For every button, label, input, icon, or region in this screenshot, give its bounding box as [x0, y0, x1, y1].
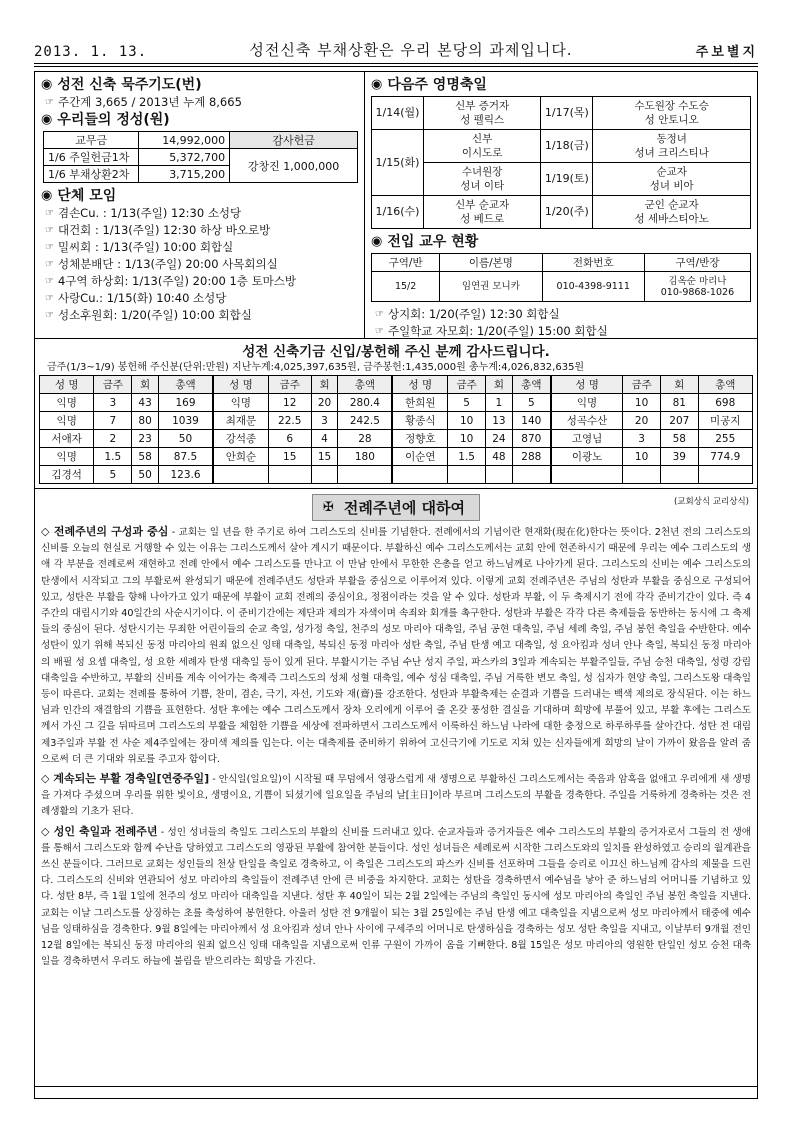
column-header: 금주 — [94, 376, 132, 394]
donation-count: 48 — [486, 448, 513, 466]
feast-saint — [424, 130, 541, 163]
donor-name: 익명 — [551, 394, 623, 412]
pointing-hand-icon: ☞ — [45, 97, 54, 108]
table-row — [372, 272, 751, 302]
meeting-text: 4구역 하상회: 1/13(주일) 20:00 1층 토마스방 — [57, 274, 296, 288]
donation-week: 5 — [448, 394, 486, 412]
saint-name: 성 안토니오 — [644, 114, 699, 126]
donation-total: 5 — [512, 394, 551, 412]
donor-name: 성곡수산 — [551, 412, 623, 430]
donation-total: 870 — [512, 430, 551, 448]
donation-total: 123.6 — [158, 466, 213, 484]
donor-name — [213, 466, 268, 484]
offering-title-text: 우리들의 정성(원) — [57, 112, 170, 128]
donor-name: 정향호 — [392, 430, 447, 448]
feast-date: 1/17(목) — [541, 97, 593, 130]
bullet-circle-icon: ◉ — [371, 234, 383, 249]
paragraph-heading-text: 계속되는 부활 경축일[연중주일] — [53, 772, 210, 786]
liturgy-title-box — [312, 494, 480, 521]
donation-count — [661, 466, 698, 484]
donation-week — [623, 466, 661, 484]
column-header: 회 — [132, 376, 159, 394]
table-row — [40, 430, 753, 448]
top-section — [34, 71, 758, 339]
pointing-hand-icon: ☞ — [45, 242, 54, 253]
paragraph-heading: ◇ 성인 축일과 전례주년 — [41, 824, 158, 838]
saint-role: 순교자 — [656, 166, 687, 178]
donation-week: 10 — [448, 430, 486, 448]
table-row — [372, 97, 751, 130]
right-column — [365, 72, 757, 338]
donation-week: 3 — [623, 430, 661, 448]
column-header: 성 명 — [392, 376, 447, 394]
transfer-leader — [644, 272, 750, 302]
header — [34, 36, 758, 64]
donation-week — [448, 466, 486, 484]
offering-label: 1/6 주일헌금1차 — [44, 149, 139, 166]
bullet-circle-icon: ◉ — [41, 188, 53, 203]
feast-saint — [593, 163, 751, 196]
feast-date: 1/18(금) — [541, 130, 593, 163]
meetings-title-text: 단체 모임 — [57, 188, 117, 204]
donation-week: 10 — [623, 394, 661, 412]
donation-week: 5 — [94, 466, 132, 484]
donor-name: 서애자 — [40, 430, 94, 448]
paragraph-heading-text: 전례주년의 구성과 중심 — [53, 525, 169, 538]
donation-count: 15 — [311, 448, 338, 466]
transfer-name: 임연권 모니카 — [440, 272, 542, 302]
liturgy-section — [34, 489, 758, 1099]
table-header-row — [372, 254, 751, 272]
donation-week: 6 — [268, 430, 311, 448]
cross-icon: ✠ — [322, 499, 334, 515]
table-row — [44, 132, 358, 149]
donation-week: 10 — [448, 412, 486, 430]
column-header: 총액 — [698, 376, 752, 394]
bulletin-date: 2013. 1. 13. — [34, 44, 148, 60]
donation-week: 1.5 — [448, 448, 486, 466]
donation-total — [698, 466, 752, 484]
donation-count: 207 — [661, 412, 698, 430]
donation-week: 20 — [623, 412, 661, 430]
saint-role: 수녀원장 — [461, 166, 503, 178]
feast-saint — [593, 97, 751, 130]
donation-count: 3 — [311, 412, 338, 430]
offering-amount: 3,715,200 — [139, 166, 230, 183]
column-header: 성 명 — [551, 376, 623, 394]
donation-count: 50 — [132, 466, 159, 484]
donor-name: 황종식 — [392, 412, 447, 430]
feast-saint — [593, 130, 751, 163]
donor-name: 이광노 — [551, 448, 623, 466]
donation-count: 4 — [311, 430, 338, 448]
column-header: 총액 — [338, 376, 393, 394]
feast-date: 1/14(월) — [372, 97, 424, 130]
donation-week: 10 — [623, 448, 661, 466]
paragraph-heading: ◇ 계속되는 부활 경축일[연중주일] — [41, 772, 210, 786]
donation-count: 13 — [486, 412, 513, 430]
donor-name: 익명 — [40, 394, 94, 412]
liturgy-source: (교회상식 교리상식) — [673, 497, 749, 507]
pointing-hand-icon: ☞ — [45, 225, 54, 236]
donation-total: 180 — [338, 448, 393, 466]
saint-role: 신부 — [472, 133, 493, 145]
column-header: 금주 — [448, 376, 486, 394]
feast-saint — [424, 196, 541, 229]
table-row — [372, 163, 751, 196]
pointing-hand-icon: ☞ — [45, 259, 54, 270]
paragraph-text: - 성인 성녀들의 축일도 그리스도의 부활의 신비를 드러내고 있다. 순교자들과 증거자들은 예수 그리스도의 부활의 증거자로서 그들의 전 생애를 통해서 그리스도와 함께 수난을 당하였고 그리스도의 영광된 부활에 참여한 분들이다. 성인 성녀들은 세례로써 시작한 그리스도와의 일치를 완성하였고 승리의 월계관을 쓰신 분들이다. 그러므로 교회는 성인들의 천상 탄일을 축일로 경축하고, 이 축일은 그리스도의 파스카 신비를 선포하며 그들을 승리로 이끄신 하느님께 감사의 제물을 드린다. 그리스도의 신비와 연관되어 성모 마리아의 축일들이 전례주년 안에 큰 비중을 차지한다. 교회는 성탄을 경축하면서 예수님을 낳아 준 하느님의 어머니를 기념하고 있다. 성탄 8부, 즉 1월 1일에 천주의 성모 마리아 대축일을 지낸다. 성탄 후 40일이 되는 2월 2일에는 주님의 축일인 동시에 성모 마리아의 축일인 주님 봉헌 축일을 지낸다. 교회는 이날 그리스도를 상징하는 초를 축성하여 봉헌한다. 아울러 성탄 전 9개월이 되는 3월 25일에는 주님 탄생 예고 대축일을 지냄으로써 성모 마리아께서 태중에 예수님을 잉태하심을 경축한다. 9월 8일에는 마리아께서 성 요아킴과 성녀 안나 사이에 구세주의 어머니로 탄생하심을 경축하는 성모 성탄 축일을 지내고, 이날부터 9개월 전인 12월 8일에는 복되신 동정 마리아의 원죄 없으신 잉태 대축일을 지냄으로써 인류 구원이 가까이 옴을 기뻐한다. 8월 15일은 성모 마리아의 영원한 탄일인 성모 승천 대축일을 경축하면서 우리도 하늘에 불림을 받으리라는 희망을 가진다. — [41, 826, 752, 968]
offering-table — [43, 131, 358, 183]
column-header: 회 — [311, 376, 338, 394]
pointing-hand-icon: ☞ — [45, 208, 54, 219]
meeting-text: 성체분배단 : 1/13(주일) 20:00 사목회의실 — [57, 257, 278, 271]
saint-name: 성녀 이타 — [460, 180, 505, 192]
donation-week: 12 — [268, 394, 311, 412]
bullet-circle-icon: ◉ — [371, 77, 383, 92]
saint-role: 수도원장 수도승 — [634, 100, 709, 112]
donation-summary: 금주(1/3~1/9) 봉헌해 주신분(단위:만원) 지난누계:4,025,397,635원, 금주봉헌:1,435,000원 총누계:4,026,832,635원 — [47, 362, 585, 373]
donation-total: 140 — [512, 412, 551, 430]
donation-count: 81 — [661, 394, 698, 412]
offering-title — [41, 111, 358, 129]
feast-date: 1/16(수) — [372, 196, 424, 229]
feast-date: 1/19(토) — [541, 163, 593, 196]
bullet-circle-icon: ◉ — [41, 112, 53, 127]
donation-total: 288 — [512, 448, 551, 466]
donation-week: 15 — [268, 448, 311, 466]
motto: 성전신축 부채상환은 우리 본당의 과제입니다. — [249, 41, 573, 59]
feasts-table — [371, 96, 751, 229]
donor-name: 한희원 — [392, 394, 447, 412]
donation-total: 1039 — [158, 412, 213, 430]
donation-total: 28 — [338, 430, 393, 448]
saint-name: 성녀 비아 — [649, 180, 694, 192]
table-row — [40, 466, 753, 484]
column-header: 성 명 — [213, 376, 268, 394]
saint-name: 이시도로 — [461, 147, 503, 159]
meeting-item — [41, 222, 358, 239]
donation-week: 7 — [94, 412, 132, 430]
donation-week: 22.5 — [268, 412, 311, 430]
donation-count: 58 — [661, 430, 698, 448]
bulletin-page — [34, 36, 758, 1099]
left-column — [35, 72, 365, 338]
donation-total: 미공지 — [698, 412, 752, 430]
donation-total — [512, 466, 551, 484]
notice-item — [371, 306, 751, 323]
column-header: 회 — [661, 376, 698, 394]
donation-total: 774.9 — [698, 448, 752, 466]
donor-name: 최재문 — [213, 412, 268, 430]
donation-title: 성전 신축기금 신입/봉헌해 주신 분께 감사드립니다. — [242, 344, 550, 360]
donor-name — [392, 466, 447, 484]
meeting-text: 밀씨회 : 1/13(주일) 10:00 회합실 — [57, 240, 234, 254]
donation-table-body — [40, 376, 753, 484]
saint-role: 동정녀 — [656, 133, 687, 145]
notice-item — [371, 323, 751, 340]
meeting-text: 대건회 : 1/13(주일) 12:30 하상 바오로방 — [57, 223, 271, 237]
saint-name: 성녀 크리스티나 — [634, 147, 709, 159]
saint-name: 성 세바스티아노 — [634, 213, 709, 225]
liturgy-paragraph — [41, 824, 751, 971]
table-row — [40, 394, 753, 412]
donation-total: 280.4 — [338, 394, 393, 412]
donor-name: 이순연 — [392, 448, 447, 466]
paragraph-text: - 안식일(일요일)이 시작될 때 무덤에서 영광스럽게 새 생명으로 부활하신 그리스도께서는 죽음과 암흑을 없애고 우리에게 새 생명을 가져다 주셨으며 우리를 위한 빛이요, 생명이요, 기쁨이 되셨기에 일요일을 주님의 날[主日]이라 부르며 그리스도의 부활을 경축한다. 주일을 거룩하게 경축하는 것은 전례생활의 기초가 된다. — [41, 774, 751, 818]
meeting-text: 성소후원회: 1/20(주일) 10:00 회합실 — [57, 308, 252, 322]
feast-date: 1/20(주) — [541, 196, 593, 229]
donation-count: 80 — [132, 412, 159, 430]
donation-total: 87.5 — [158, 448, 213, 466]
liturgy-title: 전례주년에 대하여 — [343, 498, 466, 517]
liturgy-paragraph — [41, 524, 751, 768]
paragraph-heading: ◇ 전례주년의 구성과 중심 — [41, 525, 169, 538]
column-header: 금주 — [623, 376, 661, 394]
table-row — [372, 196, 751, 229]
pointing-hand-icon: ☞ — [45, 293, 54, 304]
column-header: 총액 — [512, 376, 551, 394]
donation-count: 1 — [486, 394, 513, 412]
meeting-item — [41, 307, 358, 324]
saint-role: 군인 순교자 — [644, 199, 699, 211]
meeting-text: 겸손Cu. : 1/13(주일) 12:30 소성당 — [57, 206, 242, 220]
column-header: 금주 — [268, 376, 311, 394]
transfer-title-text: 전입 교우 현황 — [387, 234, 479, 250]
saint-name: 성 펠릭스 — [460, 114, 505, 126]
meeting-item — [41, 256, 358, 273]
transfer-zone: 15/2 — [372, 272, 440, 302]
transfer-table — [371, 253, 751, 302]
meeting-item — [41, 205, 358, 222]
meetings-title — [41, 187, 358, 205]
offering-amount: 5,372,700 — [139, 149, 230, 166]
table-row — [372, 130, 751, 163]
saint-role: 신부 순교자 — [455, 199, 510, 211]
feasts-title — [371, 76, 751, 94]
column-header: 구역/반장 — [644, 254, 750, 272]
donation-count: 43 — [132, 394, 159, 412]
bulletin-title: 주보별지 — [695, 45, 758, 60]
offering-label: 1/6 부채상환2차 — [44, 166, 139, 183]
prayer-count: 주간계 3,665 / 2013년 누계 8,665 — [57, 95, 242, 109]
paragraph-text: - 교회는 일 년을 한 주기로 하여 그리스도의 신비를 기념한다. 전례에서의 기념이란 현재화(現在化)한다는 뜻이다. 2천년 전의 그리스도의 신비를 오늘의 현실로 거행할 수 있는 이유는 그리스도께서 살아 계시기 때문이다. 부활하신 예수 그리스도께서는 교회 안에 현존하시기 때문에 우리는 예수 그리스도의 생애 각 부분을 전례로써 재현하고 전례 안에서 예수 그리스도를 만나고 이 만남 안에서 무한한 은총을 얻고 하느님께로 나아가게 된다. 그리스도의 신비는 예수 그리스도의 탄생에서 시작되고 그의 부활로써 완성되기 때문에 전례주년도 성탄과 부활을 중심으로 이루어져 있다. 이렇게 교회 전례주년은 주님의 성탄과 부활을 중심으로 구성되어 있고, 성탄은 부활을 향해 나아가고 있기 때문에 부활이 교회 전례의 중심이요, 정점이라는 것을 알 수 있다. 성탄과 부활, 이 두 축제시기 전에 각각 준비기간이 있다. 즉 4주간의 대림시기와 40일간의 사순시기이다. 이 준비기간에는 제단과 제의가 자색이며 속죄와 회개를 촉구한다. 성탄과 부활은 각각 다른 축제들을 동반하는 동시에 그 축제들의 중심이 된다. 성탄시기는 무죄한 어린이들의 순교 축일, 성가정 축일, 천주의 성모 마리아 대축일, 주님 공현 대축일, 주님 세례 축일, 주님 봉헌 축일을 수반한다. 예수성탄이 있기 위해 복되신 동정 마리아의 원죄 없으신 잉태 대축일, 복되신 동정 마리아 성탄 축일, 주님 탄생 예고 대축일, 성 요아킴과 성녀 안나 축일, 복되신 동정 마리아의 배필 성 요셉 대축일, 성 요한 세례자 탄생 대축일 등이 있게 된다. 부활시기는 주님 수난 성지 주일, 파스카의 3일과 계속되는 부활주일들, 주님 승천 대축일, 성령 강림 대축일을 수반하고, 부활의 신비를 계속 이어가는 축제즉 그리스도의 성체 성혈 대축일, 예수 성심 대축일, 주님 거룩한 변모 축일, 성 십자가 현양 축일, 그리스도왕 대축일 등이 따른다. 교회는 전례를 통하여 기쁨, 찬미, 겸손, 극기, 자선, 기도와 재(齋)를 강조한다. 성탄과 부활축제는 순결과 기쁨을 드러내는 백색 제의로 장식된다. 이는 하느님과 인간의 재결합의 기쁨을 표현한다. 성탄 후에는 예수 그리스도께서 장차 오리에게 이루어 줄 온갖 풍성한 결실을 기대하며 희망에 부풀어 있고, 부활 후에는 그리스도께서 가신 그 길을 뒤따르며 그리스도의 부활을 체험한 기쁨을 세상에 전파하면서 그리스도께서 이룩하신 하느님 나라에 대한 충정으로 하루하루를 살아간다. 성탄 전 대림 제3주일과 부활 전 사순 제4주일에는 장미색 제의를 입는다. 이는 대축제를 준비하기 위하여 고신극기에 기도로 지쳐 있는 신자들에게 희망의 날이 가까이 왔음을 알려 줌으로써 더 큰 기대와 위로를 주고자 함이다. — [41, 527, 752, 765]
donor-name: 고영님 — [551, 430, 623, 448]
column-header: 총액 — [158, 376, 213, 394]
table-row — [40, 448, 753, 466]
thanks-header: 감사헌금 — [230, 132, 358, 149]
bottom-divider — [34, 1086, 758, 1087]
meeting-item — [41, 273, 358, 290]
donation-count: 39 — [661, 448, 698, 466]
feasts-title-text: 다음주 영명축일 — [387, 77, 487, 93]
divider — [34, 64, 758, 67]
saint-name: 성 베드로 — [460, 213, 505, 225]
feast-saint — [424, 163, 541, 196]
feast-saint — [424, 97, 541, 130]
notice-text: 상지회: 1/20(주일) 12:30 회합실 — [387, 307, 560, 321]
donation-week: 1.5 — [94, 448, 132, 466]
donation-count: 24 — [486, 430, 513, 448]
liturgy-header — [41, 493, 751, 521]
pointing-hand-icon: ☞ — [375, 326, 384, 337]
prayer-title-text: 성전 신축 묵주기도(번) — [57, 77, 202, 93]
paragraph-heading-text: 성인 축일과 전례주년 — [53, 824, 158, 838]
thanks-value: 강창진 1,000,000 — [230, 149, 358, 183]
donor-name: 강석종 — [213, 430, 268, 448]
donation-total: 50 — [158, 430, 213, 448]
transfer-title — [371, 233, 751, 251]
donation-count: 20 — [311, 394, 338, 412]
saint-role: 신부 증거자 — [455, 100, 510, 112]
feast-saint — [593, 196, 751, 229]
meeting-text: 사랑Cu.: 1/15(화) 10:40 소성당 — [57, 291, 227, 305]
leader-phone: 010-9868-1026 — [660, 286, 735, 298]
donation-count: 23 — [132, 430, 159, 448]
donation-count: 58 — [132, 448, 159, 466]
transfer-phone: 010-4398-9111 — [542, 272, 644, 302]
donation-total: 242.5 — [338, 412, 393, 430]
meeting-item — [41, 290, 358, 307]
table-row — [44, 149, 358, 166]
meeting-item — [41, 239, 358, 256]
pointing-hand-icon: ☞ — [375, 309, 384, 320]
donation-total: 255 — [698, 430, 752, 448]
column-header: 성 명 — [40, 376, 94, 394]
donation-week — [268, 466, 311, 484]
column-header: 전화번호 — [542, 254, 644, 272]
donor-name: 익명 — [40, 448, 94, 466]
prayer-line — [41, 94, 358, 111]
table-header-row — [40, 376, 753, 394]
donor-name: 김경석 — [40, 466, 94, 484]
pointing-hand-icon: ☞ — [45, 310, 54, 321]
donor-name: 익명 — [40, 412, 94, 430]
feast-date: 1/15(화) — [372, 130, 424, 196]
donation-section — [34, 339, 758, 489]
column-header: 회 — [486, 376, 513, 394]
prayer-title — [41, 76, 358, 94]
liturgy-paragraph — [41, 771, 751, 821]
pointing-hand-icon: ☞ — [45, 276, 54, 287]
donation-total — [338, 466, 393, 484]
donation-table — [39, 375, 753, 484]
bullet-circle-icon: ◉ — [41, 77, 53, 92]
notice-text: 주일학교 자모회: 1/20(주일) 15:00 회합실 — [387, 324, 608, 338]
column-header: 구역/반 — [372, 254, 440, 272]
donor-name: 안희순 — [213, 448, 268, 466]
table-row — [40, 412, 753, 430]
donation-week: 3 — [94, 394, 132, 412]
donation-week: 2 — [94, 430, 132, 448]
column-header: 이름/본명 — [440, 254, 542, 272]
donation-total: 698 — [698, 394, 752, 412]
offering-label: 교무금 — [44, 132, 139, 149]
leader-name: 김옥순 마리나 — [668, 275, 727, 287]
donor-name: 익명 — [213, 394, 268, 412]
donation-count — [486, 466, 513, 484]
donor-name — [551, 466, 623, 484]
donation-count — [311, 466, 338, 484]
donation-total: 169 — [158, 394, 213, 412]
offering-amount: 14,992,000 — [139, 132, 230, 149]
